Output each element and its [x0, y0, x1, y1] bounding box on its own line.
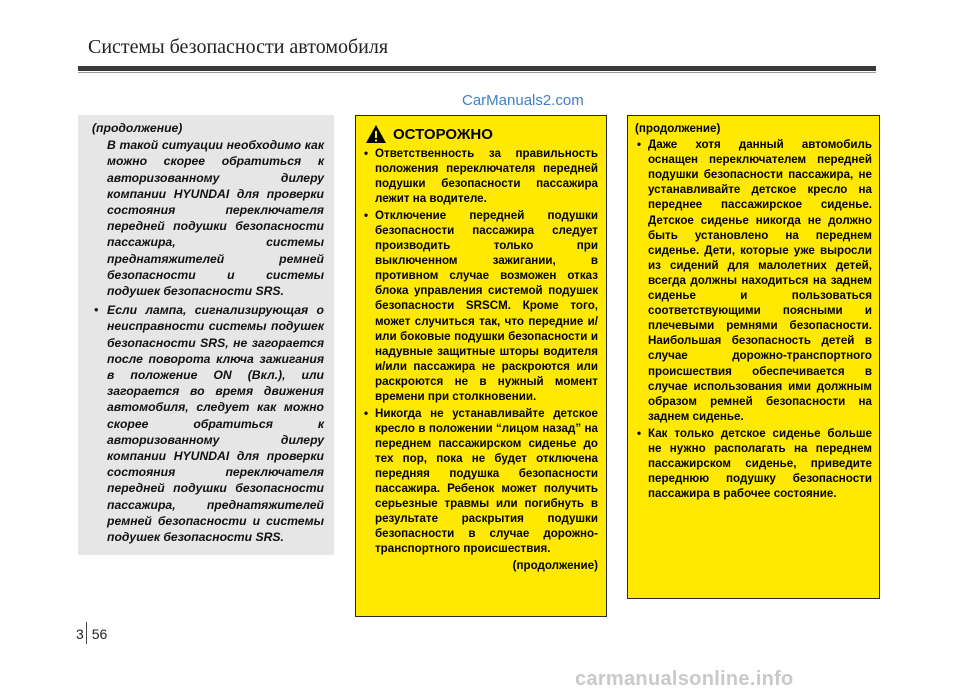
warning-item: • Отключение передней подушки безопасности пассажира следует производить только при выключенном зажигании, в противном случае возможен отказ блока управления системой подушек безопасности SRSCM. Кроме того, может случиться так, что передние и/или боковые подушки безопасности и надувные защитные шторы водителя и/или пассажира не раскроются или раскроются не в нужный момент времени при столкновении.: [362, 208, 598, 404]
watermark-carmanualsonline[interactable]: carmanualsonline.info: [575, 668, 794, 690]
header-rule: [78, 66, 876, 71]
info-item: • Даже хотя данный автомобиль оснащен переключателем передней подушки безопасности пассажира, не устанавливайте детское кресло на переднее пассажирское сиденье. Детское сиденье никогда не должно быть установлено на переднем сиденье. Дети, которые уже выросли из сидений для малолетних детей, всегда должны находиться на заднем сиденье и пользоваться соответствующими поясными и плечевыми ремнями безопасности. Наибольшая безопасность детей в случае дорожно-транспортного происшествия обеспечивается в случае использования ими должным образом ремней безопасности на заднем сиденье.: [635, 137, 872, 424]
chapter-number: 3: [76, 626, 84, 642]
watermark-carmanuals[interactable]: CarManuals2.com: [462, 92, 584, 109]
info-item: • Как только детское сиденье больше не нужно располагать на переднем пассажирском сиденье, приведите переднюю подушку безопасности пассажира в рабочее состояние.: [635, 426, 872, 501]
info-text: [635, 121, 872, 503]
warning-item: • Ответственность за правильность положения переключателя передней подушки безопасности пассажира лежит на водителе.: [362, 146, 598, 206]
warning-title: ОСТОРОЖНО: [393, 125, 493, 143]
left-bullet-item: • Если лампа, сигнализирующая о неисправности системы подушек безопасности SRS, не загорается после поворота ключа зажигания в положение ON (Вкл.), или загорается во время движения автомобиля, следует как можно скорее обратиться к авторизованному дилеру компании HYUNDAI для проверки состояния переключателя передней подушки безопасности пассажира, преднатяжителей ремней безопасности и системы подушек безопасности SRS.: [90, 302, 324, 545]
info-list: [635, 137, 872, 501]
warning-triangle-icon: [365, 124, 387, 144]
warning-continued-label: (продолжение): [512, 559, 598, 573]
left-note-text: [90, 120, 324, 545]
left-bullet-list: [90, 302, 324, 545]
warning-list: [362, 146, 598, 556]
left-paragraph: В такой ситуации необходимо как можно скорее обратиться к авторизованному дилеру компании HYUNDAI для проверки состояния переключателя передней подушки безопасности пассажира, системы преднатяжителей ремней безопасности и системы подушек безопасности SRS.: [107, 138, 324, 299]
header-rule-thin: [78, 72, 876, 73]
warning-item: • Никогда не устанавливайте детское кресло в положении “лицом назад” на переднем пассажирском сиденье до тех пор, пока не будет отключена передняя подушка безопасности пассажира. Ребенок может получить серьезные травмы или погибнуть в результате раскрытия подушки безопасности в случае дорожно-транспортного происшествия.: [362, 406, 598, 556]
warning-text: [362, 146, 598, 573]
continued-label: (продолжение): [92, 121, 183, 135]
page-number-value: 56: [91, 626, 108, 642]
info-continued-label: (продолжение): [635, 122, 721, 135]
warning-header: [365, 124, 493, 144]
section-title: Системы безопасности автомобиля: [88, 36, 389, 58]
page-number: [76, 626, 107, 642]
